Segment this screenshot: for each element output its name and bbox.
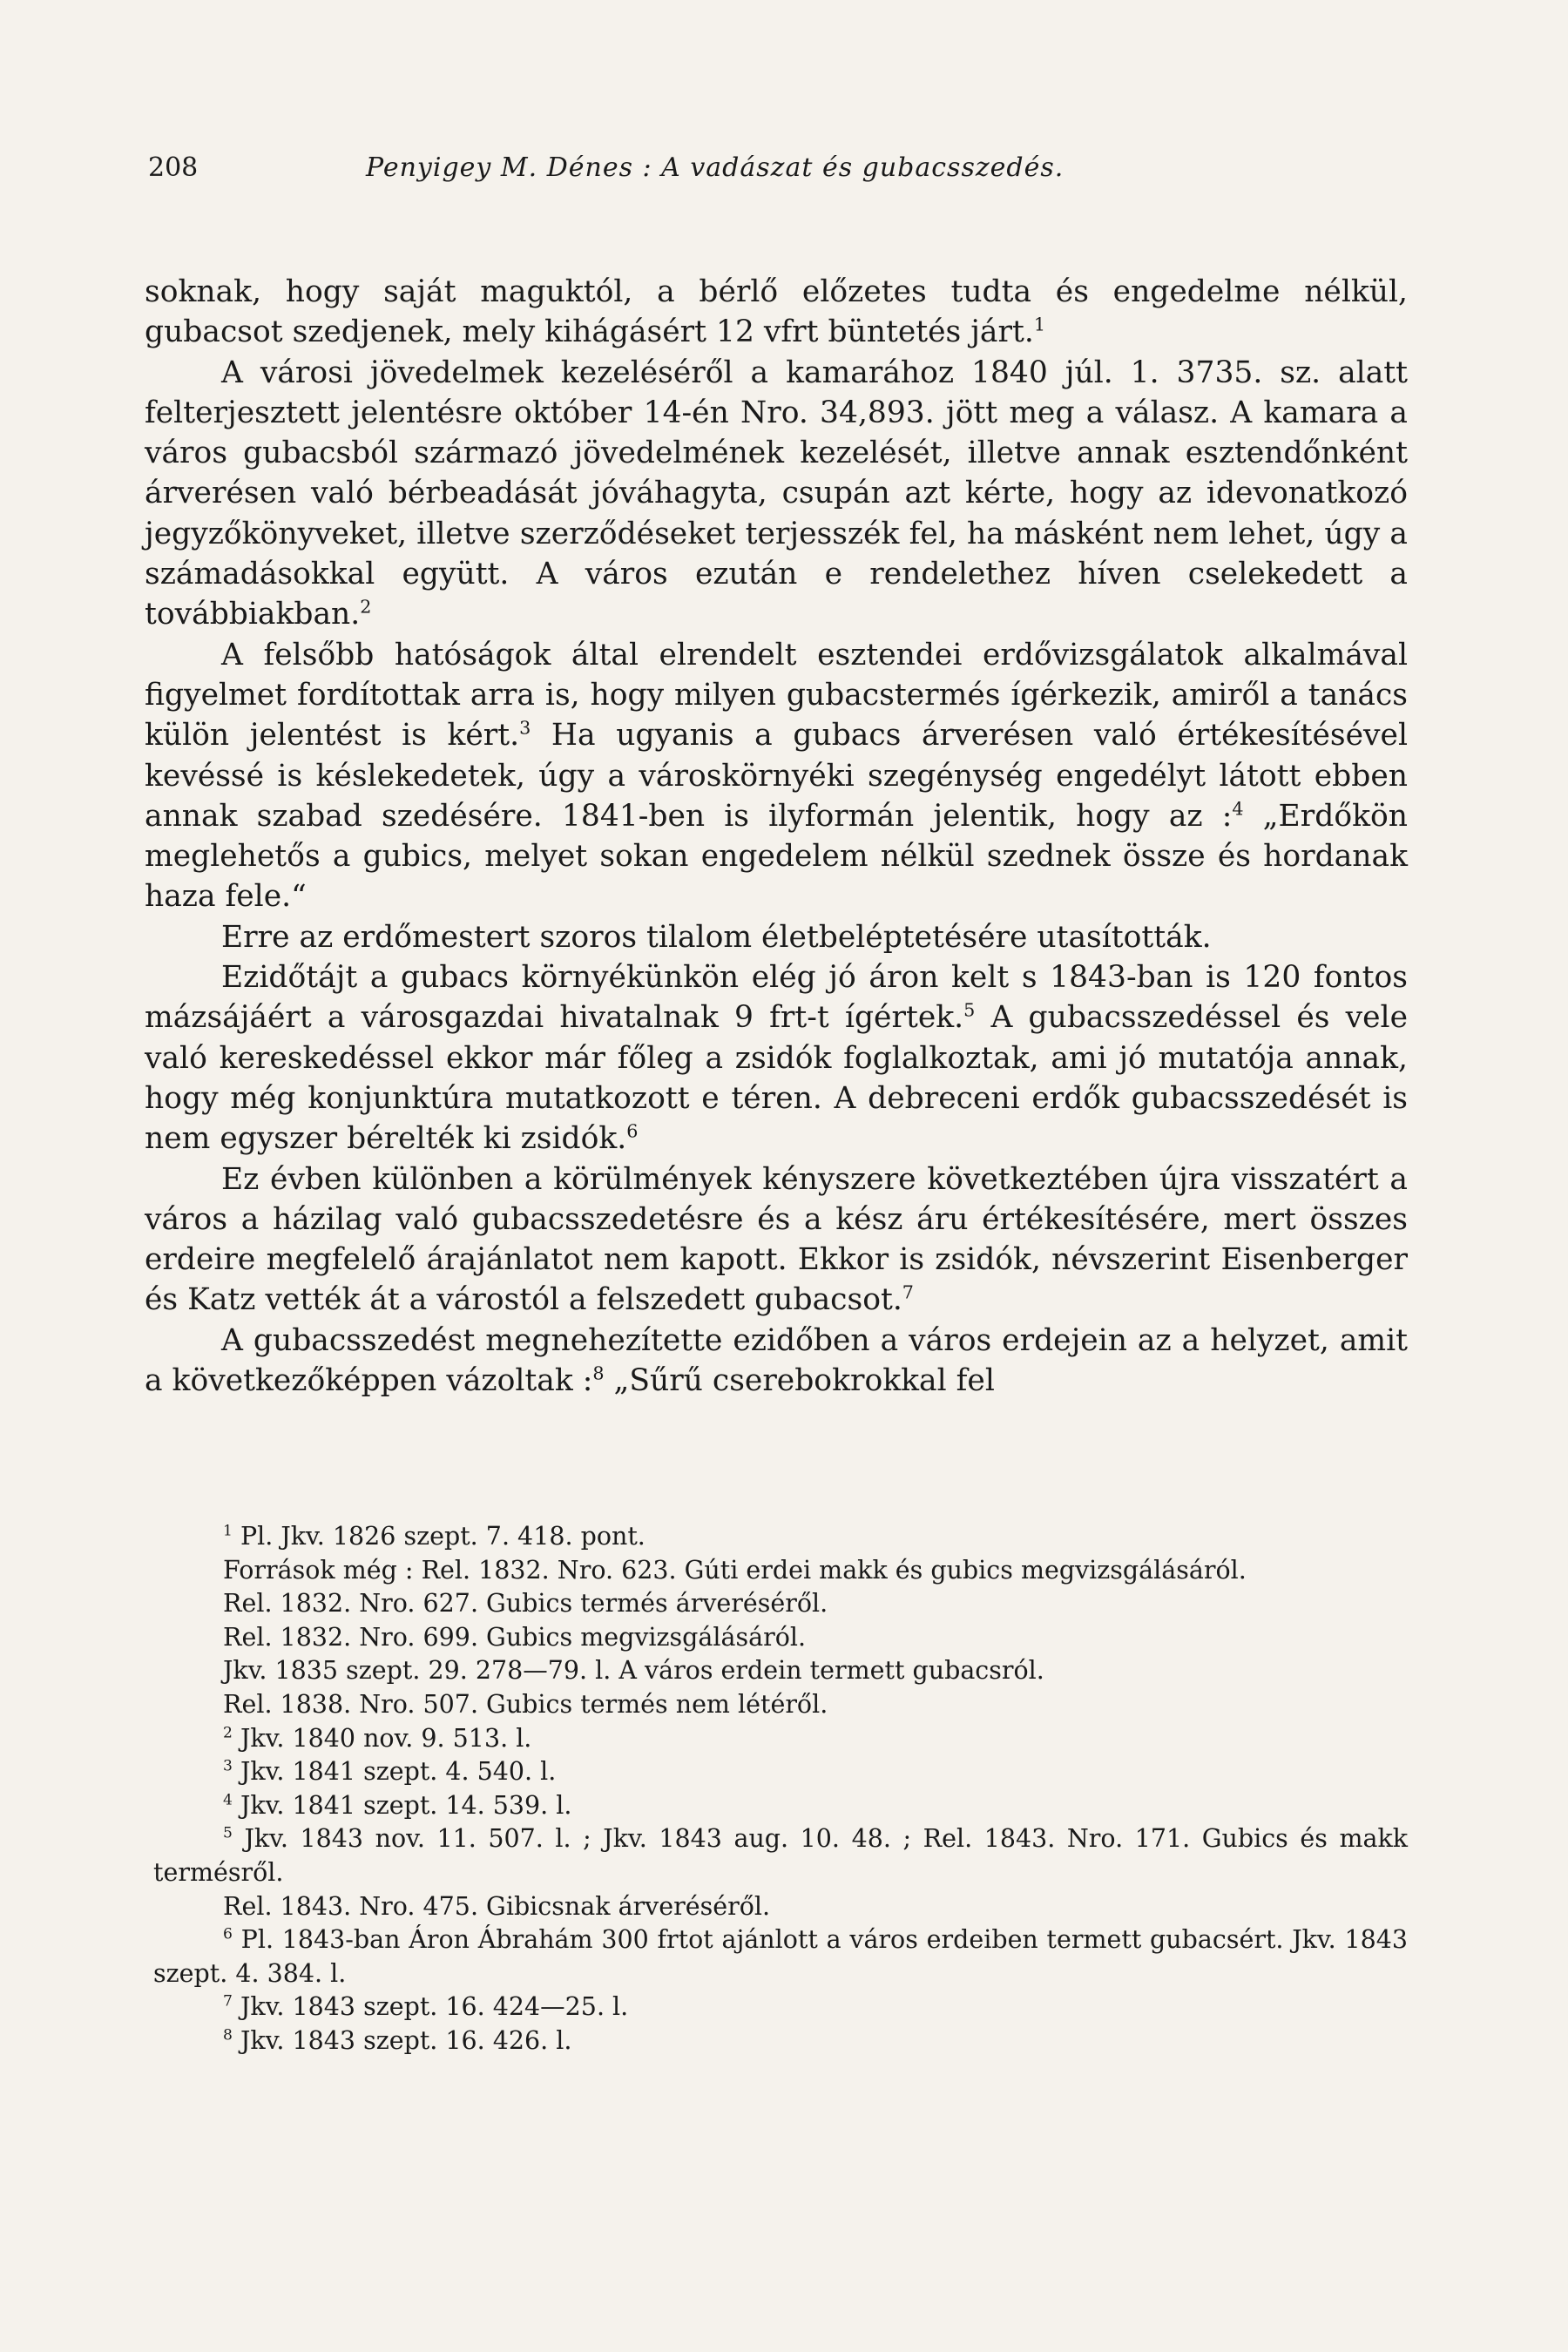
footnote-ref: 8	[592, 1362, 605, 1384]
footnote-ref: 7	[902, 1281, 914, 1303]
main-text	[145, 272, 1408, 1401]
running-title: Penyigey M. Dénes : A vadászat és gubacsszedés.	[366, 152, 1064, 183]
footnote: $^1$ Pl. Jkv. 1826 szept. 7. 418. pont.	[223, 1522, 645, 1551]
page-number: 208	[148, 152, 199, 183]
footnote: $^6$ Pl. 1843-ban Áron Ábrahám 300 frtot ajánlott a város erdeiben termett gubacsért. Jkv. 1843 szept. 4. 384. l.	[153, 1925, 1408, 1988]
footnote-sources: Források még : Rel. 1832. Nro. 623. Gúti erdei makk és gubics megvizsgálásáról.	[223, 1555, 1247, 1585]
footnote: $^5$ Jkv. 1843 nov. 11. 507. l. ; Jkv. 1843 aug. 10. 48. ; Rel. 1843. Nro. 171. Gubics és makk termésről.	[153, 1824, 1408, 1887]
footnote-ref: 6	[626, 1120, 639, 1142]
paragraph: Erre az erdőmestert szoros tilalom életbeléptetésére utasították.	[221, 919, 1212, 955]
footnote: $^3$ Jkv. 1841 szept. 4. 540. l.	[223, 1757, 557, 1787]
paragraph: Ezidőtájt a gubacs környékünkön elég jó áron kelt s 1843-ban is 120 fontos mázsájáért a városgazdai hivatalnak 9 frt-t ígértek.$^5$ A gubacsszedéssel és vele való kereskedéssel ekkor már főleg a zsidók foglalkoztak, ami jó mutatója annak, hogy még konjunktúra mutatkozott e téren. A debreceni erdők gubacsszedését is nem egyszer bérelték ki zsidók.$^6$	[145, 960, 1408, 1157]
footnote: $^2$ Jkv. 1840 nov. 9. 513. l.	[223, 1723, 532, 1753]
footnote-ref: 2	[360, 596, 372, 618]
footnote-source: Rel. 1843. Nro. 475. Gibicsnak árveréséről.	[223, 1891, 771, 1921]
footnotes	[153, 1520, 1408, 2058]
footnote-source: Rel. 1838. Nro. 507. Gubics termés nem létéről.	[223, 1689, 828, 1719]
footnote-ref: 1	[1033, 314, 1045, 335]
paragraph: A gubacsszedést megnehezítette ezidőben a város erdejein az a helyzet, amit a következőképpen vázoltak :$^8$ „Sűrű cserebokrokkal fel	[145, 1322, 1408, 1399]
footnote-ref: 5	[963, 999, 976, 1021]
footnote: $^8$ Jkv. 1843 szept. 16. 426. l.	[223, 2025, 572, 2055]
footnote-source: Rel. 1832. Nro. 699. Gubics megvizsgálásáról.	[223, 1622, 807, 1652]
footnote-ref: 4	[1232, 798, 1244, 820]
paragraph: soknak, hogy saját maguktól, a bérlő előzetes tudta és engedelme nélkül, gubacsot szedjenek, mely kihágásért 12 vfrt büntetés járt.$^1$	[145, 274, 1408, 350]
footnote-source: Rel. 1832. Nro. 627. Gubics termés árveréséről.	[223, 1589, 828, 1619]
footnote-ref: 3	[519, 717, 531, 739]
footnote-source: Jkv. 1835 szept. 29. 278—79. l. A város erdein termett gubacsról.	[223, 1656, 1044, 1686]
paragraph: A felsőbb hatóságok által elrendelt esztendei erdővizsgálatok alkalmával figyelmet fordítottak arra is, hogy milyen gubacstermés ígérkezik, amiről a tanács külön jelentést is kért.$^3$ Ha ugyanis a gubacs árverésen való értékesítésével kevéssé is késlekedetek, úgy a városkörnyéki szegénység engedélyt látott ebben annak szabad szedésére. 1841-ben is ilyformán jelentik, hogy az :$^4$ „Erdőkön meglehetős a gubics, melyet sokan engedelem nélkül szednek össze és hordanak haza fele.“	[145, 637, 1408, 915]
footnote: $^7$ Jkv. 1843 szept. 16. 424—25. l.	[223, 1992, 629, 2022]
footnote: $^4$ Jkv. 1841 szept. 14. 539. l.	[223, 1790, 572, 1820]
running-header	[148, 146, 1402, 190]
paragraph: A városi jövedelmek kezeléséről a kamarához 1840 júl. 1. 3735. sz. alatt felterjesztett jelentésre október 14-én Nro. 34,893. jött meg a válasz. A kamara a város gubacsból származó jövedelmének kezelését, illetve annak esztendőnként árverésen való bérbeadását jóváhagyta, csupán azt kérte, hogy az idevonatkozó jegyzőkönyveket, illetve szerződéseket terjesszék fel, ha másként nem lehet, úgy a számadásokkal együtt. A város ezután e rendelethez híven cselekedett a továbbiakban.$^2$	[145, 355, 1408, 632]
paragraph: Ez évben különben a körülmények kényszere következtében újra visszatért a város a házilag való gubacsszedetésre és a kész áru értékesítésére, mert összes erdeire megfelelő árajánlatot nem kapott. Ekkor is zsidók, névszerint Eisenberger és Katz vették át a várostól a felszedett gubacsot.$^7$	[145, 1161, 1408, 1318]
